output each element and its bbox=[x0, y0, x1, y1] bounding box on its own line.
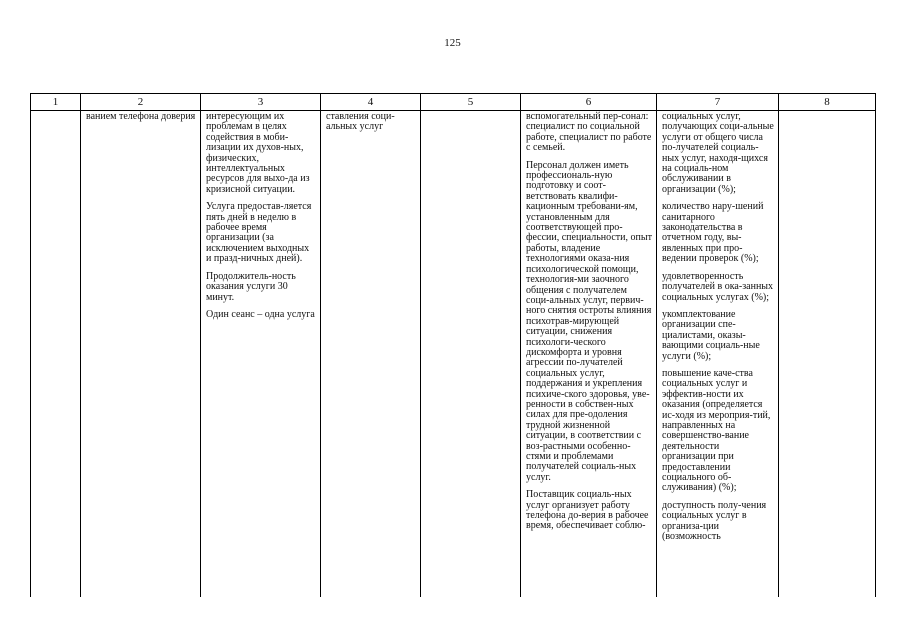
cell-col-2 bbox=[81, 111, 201, 598]
services-table bbox=[30, 93, 876, 597]
cell-text: Продолжитель-ность оказания услуги 30 минут. bbox=[206, 270, 296, 303]
table-row bbox=[31, 111, 876, 598]
cell-col-5 bbox=[421, 111, 521, 598]
cell-text: ванием телефона доверия bbox=[86, 111, 196, 122]
cell-col-1 bbox=[31, 111, 81, 598]
cell-text: укомплектование организации спе-циалистами, оказы-вающими социаль-ные услуги (%); bbox=[662, 308, 760, 362]
cell-text: Поставщик социаль-ных услуг организует работу телефона до-верия в рабочее время, обеспечивает соблю- bbox=[526, 489, 649, 532]
column-header-8: 8 bbox=[779, 94, 876, 111]
cell-text: ставления соци-альных услуг bbox=[326, 111, 395, 133]
column-header-7: 7 bbox=[657, 94, 779, 111]
cell-text: повышение каче-ства социальных услуг и эффектив-ности их оказания (определяется ис-ходя из мероприя-тий, направленных на совершенство-вание деятельности организации при предоставлении социального об-служивания) (%); bbox=[662, 367, 771, 494]
column-header-3: 3 bbox=[201, 94, 321, 111]
cell-col-7 bbox=[657, 111, 779, 598]
column-header-1: 1 bbox=[31, 94, 81, 111]
cell-text: социальных услуг, получающих соци-альные услуги от общего числа по-лучателей социаль-ных услуг, находя-щихся на социаль-ном обслуживании в организации (%); bbox=[662, 111, 774, 195]
cell-text: вспомогательный пер-сонал: специалист по социальной работе, специалист по работе с семьей. bbox=[526, 111, 652, 154]
cell-col-8 bbox=[779, 111, 876, 598]
cell-text: доступность полу-чения социальных услуг в организа-ции (возможность bbox=[662, 499, 767, 543]
column-header-6: 6 bbox=[521, 94, 657, 111]
column-header-2: 2 bbox=[81, 94, 201, 111]
column-number-row bbox=[31, 94, 876, 111]
cell-text: Один сеанс – одна услуга bbox=[206, 308, 315, 320]
column-header-4: 4 bbox=[321, 94, 421, 111]
column-header-5: 5 bbox=[421, 94, 521, 111]
page-number: 125 bbox=[444, 37, 461, 49]
cell-text: Персонал должен иметь профессиональ-ную подготовку и соот-ветствовать квалифи-кационным требовани-ям, установленным для соответствующей про-фессии, специальности, опыт работы, владение технологиями оказа-ния психологической помощи, технология-ми заочного общения с получателем соци-альных услуг, первич-ного снятия остроты влияния психотрав-мирующей ситуации, снижения психологи-ческого дискомфорта и уровня агрессии по-лучателей социальных услуг, поддержания и укрепления психиче-ского здоровья, уве-ренности в собствен-ных силах для пре-одоления трудной жизненной ситуации, в соответствии с воз-растными особенно-стями и проблемами получателей социаль-ных услуг. bbox=[526, 159, 652, 483]
cell-text: Услуга предостав-ляется пять дней в неделю в рабочее время организации (за исключением выходных и празд-ничных дней). bbox=[206, 201, 312, 265]
cell-col-4 bbox=[321, 111, 421, 598]
cell-text: количество нару-шений санитарного законодательства в отчетном году, вы-явленных при про-ведении проверок (%); bbox=[662, 201, 764, 265]
cell-text: удовлетворенность получателей в ока-занных социальных услугах (%); bbox=[662, 270, 774, 303]
cell-col-6 bbox=[521, 111, 657, 598]
cell-text: интересующим их проблемам в целях содействия в моби-лизации их духов-ных, физических, интеллектуальных ресурсов для выхо-да из кризисной ситуации. bbox=[206, 111, 310, 195]
cell-col-3 bbox=[201, 111, 321, 598]
